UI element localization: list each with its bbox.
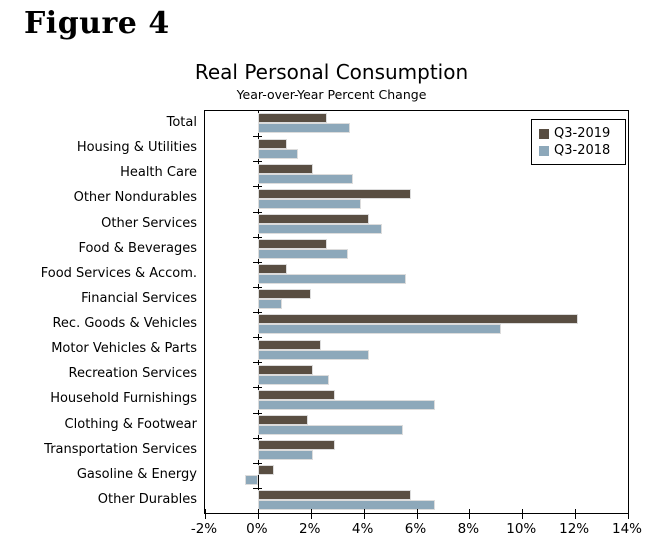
x-axis-label: 6% — [404, 521, 427, 537]
category-axis-tick — [253, 312, 262, 313]
x-axis-label: 8% — [457, 521, 480, 537]
bar — [258, 314, 578, 324]
category-axis-tick — [253, 362, 262, 363]
bar — [258, 224, 382, 234]
chart-subtitle: Year-over-Year Percent Change — [236, 87, 427, 102]
bar — [258, 390, 335, 400]
x-axis-tick — [417, 509, 418, 519]
x-axis-label: 10% — [506, 521, 537, 537]
bar — [258, 490, 411, 500]
x-axis-label: 2% — [299, 521, 321, 537]
category-label: Other Nondurables — [73, 190, 197, 206]
bar — [258, 249, 348, 259]
category-axis-tick — [253, 287, 262, 288]
x-axis-tick — [364, 509, 365, 519]
bar — [258, 264, 287, 274]
category-label: Food & Beverages — [78, 240, 197, 256]
category-axis-tick — [253, 161, 262, 162]
bar — [258, 289, 311, 299]
category-label: Rec. Goods & Vehicles — [52, 316, 197, 332]
bar — [258, 400, 435, 410]
bar — [258, 465, 274, 475]
bar — [245, 475, 258, 485]
category-label: Food Services & Accom. — [40, 265, 197, 281]
category-axis-tick — [253, 488, 262, 489]
category-label: Other Durables — [97, 491, 197, 507]
category-axis-tick — [253, 413, 262, 414]
category-axis-tick — [253, 237, 262, 238]
x-axis-tick — [258, 509, 259, 519]
bar — [258, 450, 314, 460]
bar — [258, 274, 406, 284]
bar — [258, 415, 308, 425]
category-axis-tick — [253, 438, 262, 439]
bar — [258, 340, 321, 350]
bar — [258, 239, 327, 249]
x-axis-tick — [628, 509, 629, 519]
x-axis-tick — [575, 509, 576, 519]
category-label: Total — [166, 115, 197, 131]
category-label: Gasoline & Energy — [76, 466, 197, 482]
x-axis-tick — [311, 509, 312, 519]
bar — [258, 123, 351, 133]
figure-label: Figure 4 — [24, 6, 170, 41]
category-label: Recreation Services — [68, 366, 197, 382]
x-axis-tick — [522, 509, 523, 519]
category-axis-tick — [253, 387, 262, 388]
bar — [258, 299, 282, 309]
category-axis-tick — [253, 337, 262, 338]
bar — [258, 425, 403, 435]
bar — [258, 214, 369, 224]
bar — [258, 350, 369, 360]
bar — [258, 365, 314, 375]
bar — [258, 113, 327, 123]
category-label: Transportation Services — [44, 441, 197, 457]
bar — [258, 149, 298, 159]
x-axis-tick — [205, 509, 206, 519]
legend-label-q3-2019: Q3-2019 — [554, 126, 611, 141]
legend — [531, 119, 626, 165]
category-label: Household Furnishings — [50, 391, 197, 407]
legend-swatch-q3-2019-icon — [539, 129, 549, 139]
legend-swatch-q3-2018-icon — [539, 146, 549, 156]
category-label: Other Services — [101, 215, 197, 231]
bar — [258, 139, 287, 149]
bar — [258, 199, 361, 209]
bar — [258, 440, 335, 450]
category-label: Housing & Utilities — [76, 140, 197, 156]
category-label: Financial Services — [81, 290, 197, 306]
bar — [258, 324, 501, 334]
x-axis-label: -2% — [190, 521, 218, 537]
bar — [258, 164, 314, 174]
bar — [258, 174, 353, 184]
bar — [258, 189, 411, 199]
bar — [258, 375, 329, 385]
category-axis-labels — [0, 110, 197, 512]
category-axis-tick — [253, 463, 262, 464]
category-axis-tick — [253, 262, 262, 263]
x-axis-label: 14% — [611, 521, 642, 537]
legend-entry-q3-2019 — [539, 125, 625, 142]
category-label: Clothing & Footwear — [64, 416, 197, 432]
category-axis-tick — [253, 212, 262, 213]
plot-area — [204, 110, 629, 514]
category-label: Motor Vehicles & Parts — [51, 341, 197, 357]
chart-title: Real Personal Consumption — [194, 60, 469, 84]
category-axis-tick — [253, 186, 262, 187]
legend-entry-q3-2018 — [539, 142, 625, 159]
bar — [258, 500, 435, 510]
x-axis-label: 12% — [559, 521, 590, 537]
x-axis-label: 4% — [351, 521, 374, 537]
category-label: Health Care — [120, 165, 197, 181]
x-axis-label: 0% — [246, 521, 268, 537]
category-axis-tick — [253, 136, 262, 137]
legend-label-q3-2018: Q3-2018 — [554, 143, 611, 158]
x-axis-tick — [469, 509, 470, 519]
